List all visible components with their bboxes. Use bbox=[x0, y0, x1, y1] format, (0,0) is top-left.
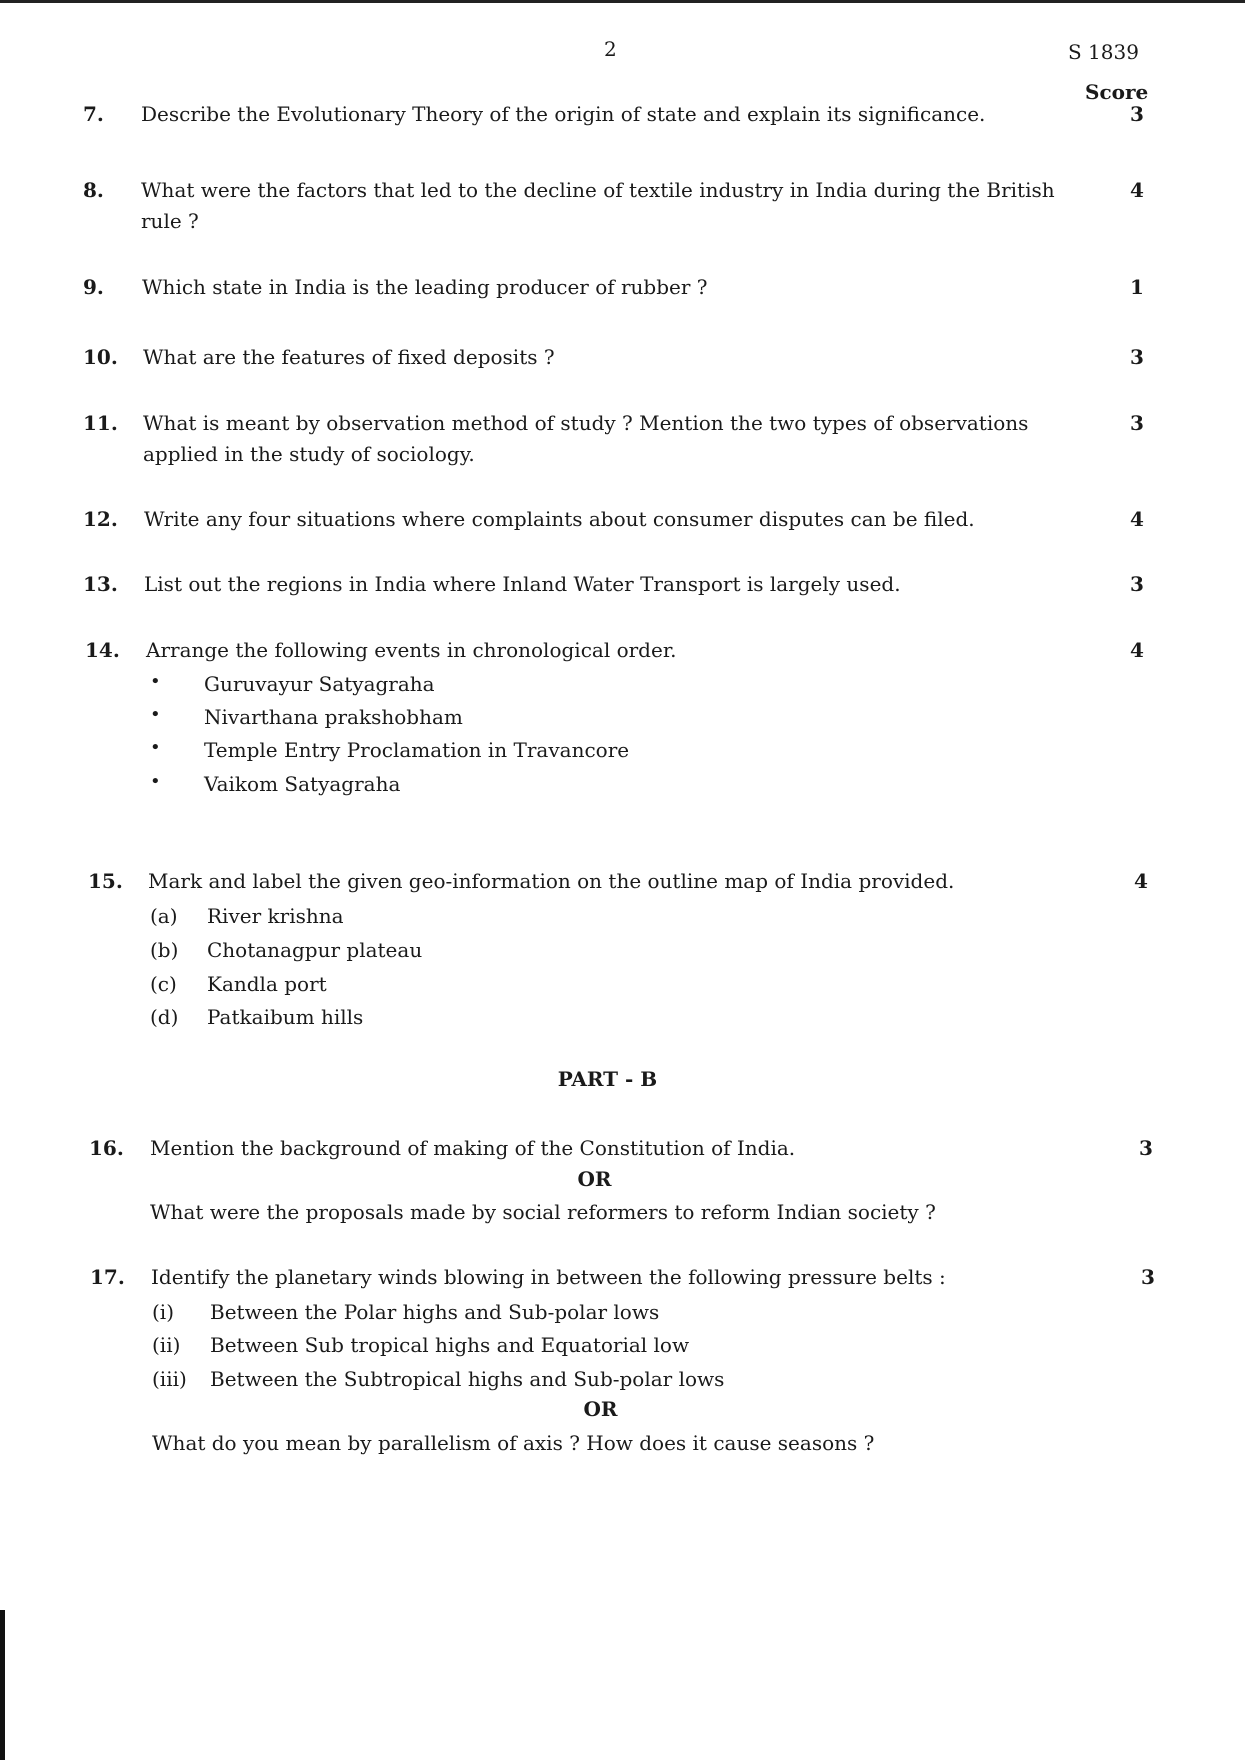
part-b-heading: PART - B bbox=[557, 1067, 658, 1091]
list-item-label: (a) bbox=[150, 904, 178, 928]
page-top-edge bbox=[0, 0, 1245, 3]
question-text: What were the proposals made by social reformers to reform Indian society ? bbox=[150, 1200, 936, 1224]
list-item-label: (b) bbox=[150, 938, 179, 962]
list-item-label: (ii) bbox=[152, 1333, 181, 1357]
list-item: Vaikom Satyagraha bbox=[204, 772, 401, 796]
question-number: 8. bbox=[83, 178, 104, 202]
question-number: 13. bbox=[83, 572, 118, 596]
list-item: Between the Polar highs and Sub-polar lows bbox=[210, 1300, 660, 1324]
list-item: Nivarthana prakshobham bbox=[204, 705, 463, 729]
list-item: River krishna bbox=[207, 904, 344, 928]
list-item: Chotanagpur plateau bbox=[207, 938, 423, 962]
question-number: 10. bbox=[83, 345, 118, 369]
question-score: 4 bbox=[1134, 869, 1148, 893]
bullet-icon: • bbox=[150, 704, 161, 725]
question-score: 1 bbox=[1130, 275, 1144, 299]
question-number: 9. bbox=[83, 275, 104, 299]
bullet-icon: • bbox=[150, 671, 161, 692]
question-text: Identify the planetary winds blowing in between the following pressure belts : bbox=[151, 1265, 946, 1289]
bullet-icon: • bbox=[150, 737, 161, 758]
question-score: 3 bbox=[1130, 345, 1144, 369]
question-score: 3 bbox=[1141, 1265, 1155, 1289]
list-item: Kandla port bbox=[207, 972, 327, 996]
question-text: Mention the background of making of the Constitution of India. bbox=[150, 1136, 796, 1160]
question-text: Which state in India is the leading producer of rubber ? bbox=[142, 275, 708, 299]
page-left-edge-mark bbox=[0, 1610, 5, 1760]
question-score: 3 bbox=[1130, 102, 1144, 126]
question-text: What do you mean by parallelism of axis ? How does it cause seasons ? bbox=[152, 1431, 875, 1455]
question-number: 12. bbox=[83, 507, 118, 531]
bullet-icon: • bbox=[150, 771, 161, 792]
question-text: What are the features of fixed deposits ? bbox=[143, 345, 555, 369]
question-text: Describe the Evolutionary Theory of the origin of state and explain its significance. bbox=[141, 102, 986, 126]
list-item: Temple Entry Proclamation in Travancore bbox=[204, 738, 630, 762]
question-text: What were the factors that led to the decline of textile industry in India during the British rule ? bbox=[141, 178, 1055, 233]
question-score: 3 bbox=[1130, 572, 1144, 596]
list-item-label: (i) bbox=[152, 1300, 175, 1324]
question-score: 3 bbox=[1130, 411, 1144, 435]
paper-code: S 1839 bbox=[1068, 40, 1139, 64]
question-number: 16. bbox=[89, 1136, 124, 1160]
question-number: 14. bbox=[85, 638, 120, 662]
question-score: 4 bbox=[1130, 638, 1144, 662]
question-text: Arrange the following events in chronological order. bbox=[146, 638, 677, 662]
question-text: Write any four situations where complaints about consumer disputes can be filed. bbox=[144, 507, 975, 531]
question-number: 15. bbox=[88, 869, 123, 893]
question-score: 4 bbox=[1130, 507, 1144, 531]
or-separator: OR bbox=[583, 1397, 618, 1421]
list-item-label: (d) bbox=[150, 1005, 179, 1029]
or-separator: OR bbox=[577, 1167, 612, 1191]
question-number: 11. bbox=[83, 411, 118, 435]
question-text: What is meant by observation method of study ? Mention the two types of observations applied in the study of sociology. bbox=[143, 411, 1029, 466]
page-number: 2 bbox=[604, 37, 617, 61]
question-text: List out the regions in India where Inland Water Transport is largely used. bbox=[144, 572, 901, 596]
question-score: 3 bbox=[1139, 1136, 1153, 1160]
question-text: Mark and label the given geo-information on the outline map of India provided. bbox=[148, 869, 955, 893]
question-number: 7. bbox=[83, 102, 104, 126]
score-label: Score bbox=[1085, 80, 1149, 104]
list-item: Guruvayur Satyagraha bbox=[204, 672, 435, 696]
list-item-label: (iii) bbox=[152, 1367, 187, 1391]
list-item: Patkaibum hills bbox=[207, 1005, 364, 1029]
list-item-label: (c) bbox=[150, 972, 177, 996]
question-score: 4 bbox=[1130, 178, 1144, 202]
list-item: Between the Subtropical highs and Sub-polar lows bbox=[210, 1367, 725, 1391]
question-number: 17. bbox=[90, 1265, 125, 1289]
list-item: Between Sub tropical highs and Equatorial low bbox=[210, 1333, 690, 1357]
